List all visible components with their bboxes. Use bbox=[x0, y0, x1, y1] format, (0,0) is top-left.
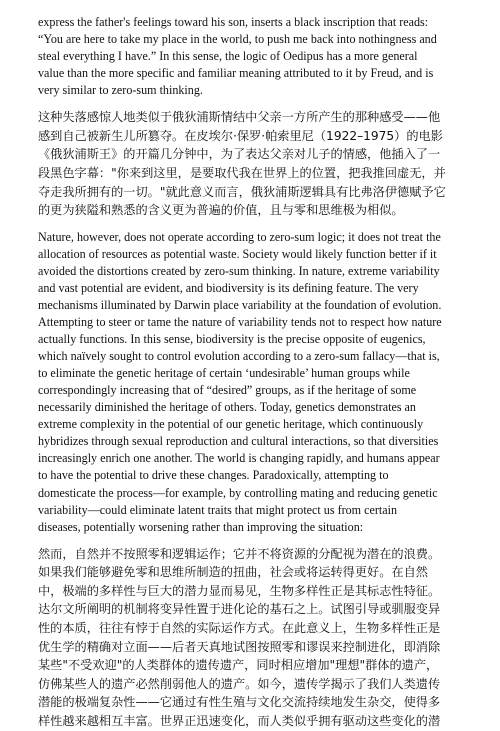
paragraph-en-2: Nature, however, does not operate according to zero-sum logic; it does not treat the allocation of resources as potential waste. Society would likely function better if it avoided the distortions created by zero-sum thinking. In nature, extreme variability and vast potential are evident, and biodiversity is its defining feature. The very mechanisms illuminated by Darwin place variability at the foundation of evolution. Attempting to steer or tame the nature of variability tends not to respect how nature actually functions. In this sense, biodiversity is the precise opposite of eugenics, which naïvely sought to control evolution according to a zero-sum fallacy—that is, to eliminate the genetic heritage of certain ‘undesirable’ human groups while correspondingly increasing that of “desired” groups, as if the heritage of some necessarily diminished the heritage of others. Today, genetics demonstrates an extreme complexity in the potential of our genetic heritage, which continuously hybridizes through sexual reproduction and cultural interactions, so that diversities increasingly enrich one another. The world is changing rapidly, and humans appear to have the potential to drive these changes. Paradoxically, attempting to domesticate the process—for example, by controlling mating and reducing genetic variability—could eliminate latent traits that might protect us from certain diseases, potentially worsening rather than improving the situation: bbox=[38, 229, 442, 534]
paragraph-zh-1: 这种失落感惊人地类似于俄狄浦斯情结中父亲一方所产生的那种感受——他 感到自己被新生儿所篡夺。在皮埃尔·保罗·帕索里尼（1922–1975）的电影 《俄狄浦斯王》的开篇几分钟中，为了表达父亲对儿子的情感，他插入了一 段黑色字幕："你来到这里，是要取代我在世界上的位置，把我推回虚无，并 夺走我所拥有的一切。"就此意义而言，俄狄浦斯逻辑具有比弗洛伊德赋予它 的更为狭隘和熟悉的含义更为普遍的价值，且与零和思维极为相似。 bbox=[38, 110, 446, 218]
paragraph-en-1: express the father's feelings toward his son, inserts a black inscription that reads: “You are here to take my place in the world, to push me back into nothingness and steal everything I have.” In this sense, the logic of Oedipus has a more general value than the more specific and familiar meaning attributed to it by Freud, and is very similar to zero-sum thinking. bbox=[38, 15, 437, 98]
paragraph-zh-2: 然而，自然并不按照零和逻辑运作；它并不将资源的分配视为潜在的浪费。 如果我们能够避免零和思维所制造的扭曲，社会或将运转得更好。在自然 中，极端的多样性与巨大的潜力显而易见，生物多样性正是其标志性特征。 达尔文所阐明的机制将变异性置于进化论的基石之上。试图引导或驯服变异 性的本质，往往有悖于自然的实际运作方式。在此意义上，生物多样性正是 优生学的精确对立面——后者天真地试图按照零和谬误来控制进化，即消除 某些"不受欢迎"的人类群体的遗传遗产，同时相应增加"理想"群体的遗产， 仿佛某些人的遗产必然削弱他人的遗产。如今，遗传学揭示了我们人类遗传 潜能的极端复杂性——它通过有性生殖与文化交流持续地发生杂交，使得多 样性越来越相互丰富。世界正迅速变化，而人类似乎拥有驱动这些变化的潜 bbox=[38, 546, 441, 728]
